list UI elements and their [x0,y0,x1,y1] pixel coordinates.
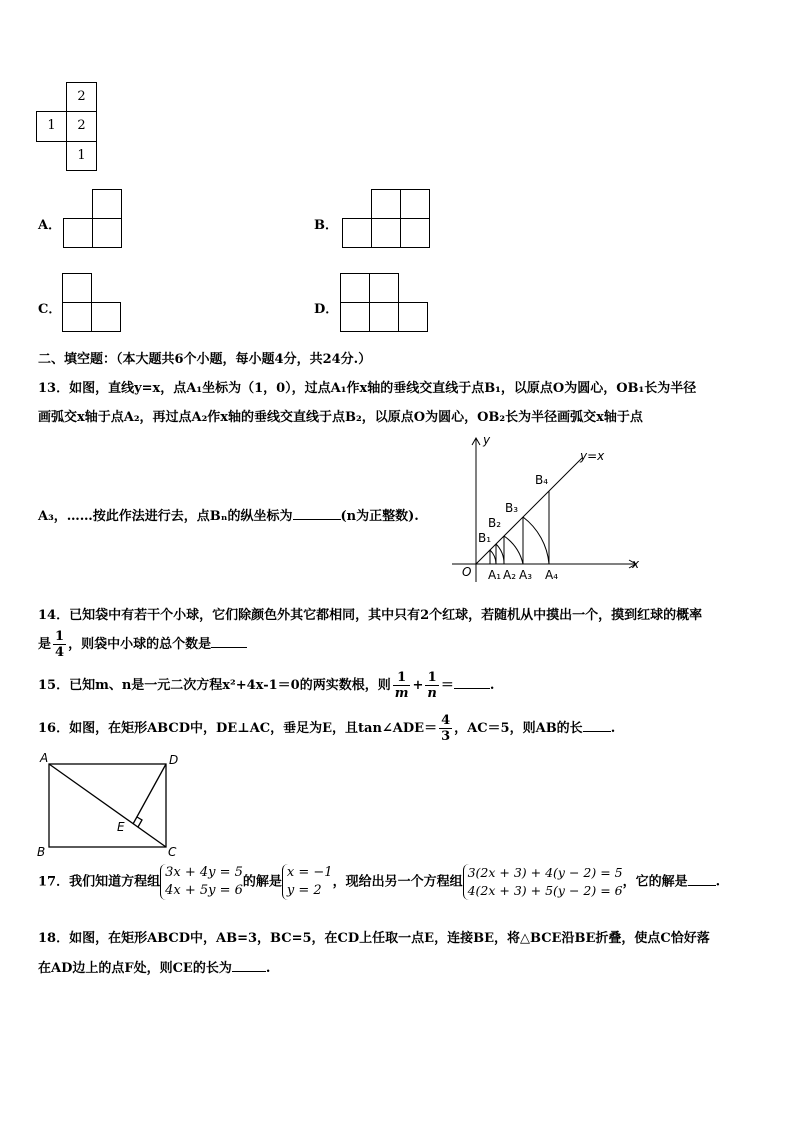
q13-figure [448,432,648,587]
fig-a3-label: A₃ [519,568,533,582]
q18-end: . [265,961,271,976]
fig-origin-label: O [462,565,472,579]
net-cell-mid-center: 2 [66,111,97,142]
fig16-c: C [168,845,177,859]
q16-fraction: $\frac{4}{3}$ [441,713,451,744]
q16-answer-blank[interactable] [583,731,611,732]
q17-mid2: ，现给出另一个方程组 [332,874,463,890]
q14-fraction: $\frac{1}{4}$ [55,629,65,660]
net-cell-top: 2 [66,82,97,112]
fig-x-label: x [632,557,640,571]
q15-pre: 15．已知m、n是一元二次方程x²+4x-1＝0的两实数根，则 [38,678,391,693]
fig16-b: B [37,845,46,859]
option-d-label: D． [314,302,339,317]
q13-line3-text: A₃，……按此作法进行去，点Bₙ的纵坐标为 [38,509,293,524]
q17-post: ，它的解是 [622,874,688,890]
q15-fraction-2: $\frac{1}{n}$ [427,670,437,701]
q18-line2-text: 在AD边上的点F处，则CE的长为 [38,961,232,976]
q17-end: . [715,874,721,890]
q15-plus: + [412,678,424,693]
q15-fraction-1: $\frac{1}{m}$ [394,670,409,701]
q17-line [38,864,720,900]
net-cell-mid-left: 1 [36,111,67,142]
q16-line [38,714,615,743]
q15-answer-blank[interactable] [454,688,490,689]
fig16-a: A [40,751,49,765]
q13-line1: 13．如图，直线y=x，点A₁坐标为（1，0），过点A₁作x轴的垂线交直线于点B₁，以原点O为圆心，OB₁长为半径 [38,381,697,396]
q13-line3 [38,505,419,524]
q18-line2 [38,957,270,976]
q15-end: . [489,678,495,693]
q17-pre: 17．我们知道方程组 [38,874,161,890]
q14-post: ，则袋中小球的总个数是 [68,637,212,652]
q14-pre: 是 [38,637,52,652]
q13-answer-blank[interactable] [293,519,341,520]
q17-system-2: 3(2x + 3) + 4(y − 2) = 5 4(2x + 3) + 5(y − 2) = 6 [463,864,623,900]
q16-pre: 16．如图，在矩形ABCD中，DE⊥AC，垂足为E，且tan∠ADE＝ [38,721,438,736]
net-cell-bottom: 1 [66,141,97,171]
q14-line1: 14．已知袋中有若干个小球，它们除颜色外其它都相同，其中只有2个红球，若随机从中摸出一个，摸到红球的概率 [38,608,703,623]
line-y-eq-x [476,458,582,564]
fig-line-label: y=x [580,449,605,463]
q15-line [38,671,494,700]
option-b-label: B． [314,218,338,233]
fig16-e: E [117,820,125,834]
fig-y-label: y [483,433,491,447]
fig-b1-label: B₁ [478,531,492,545]
fig-a4-label: A₄ [545,568,559,582]
fig-a1-label: A₁ [488,568,502,582]
q17-answer-blank[interactable] [688,885,716,886]
q15-eq: ＝ [440,678,454,693]
fig-b3-label: B₃ [505,501,519,515]
q14-line2 [38,630,247,659]
option-c-label: C． [38,302,62,317]
fig-b2-label: B₂ [488,516,502,530]
q17-system-1: 3x + 4y = 5 4x + 5y = 6 [160,864,243,900]
q13-line2: 画弧交x轴于点A₂，再过点A₂作x轴的垂线交直线于点B₂，以原点O为圆心，OB₂长为半径画弧交x轴于点 [38,410,643,425]
q16-end: . [610,721,616,736]
q16-figure [36,750,186,860]
q17-mid: 的解是 [242,874,282,890]
fig-b4-label: B₄ [535,473,549,487]
q18-answer-blank[interactable] [232,971,266,972]
q13-line3-tail: (n为正整数). [340,509,419,524]
section-title: 二、填空题：（本大题共6个小题，每小题4分，共24分.） [38,352,372,367]
q18-line1: 18．如图，在矩形ABCD中，AB=3，BC=5，在CD上任取一点E，连接BE，将△BCE沿BE折叠，使点C恰好落 [38,931,710,946]
option-a-label: A． [38,218,62,233]
q16-post: ，AC＝5，则AB的长 [454,721,583,736]
fig-a2-label: A₂ [503,568,517,582]
q17-solution: x = −1 y = 2 [282,864,333,900]
q14-answer-blank[interactable] [211,647,247,648]
fig16-d: D [169,753,179,767]
